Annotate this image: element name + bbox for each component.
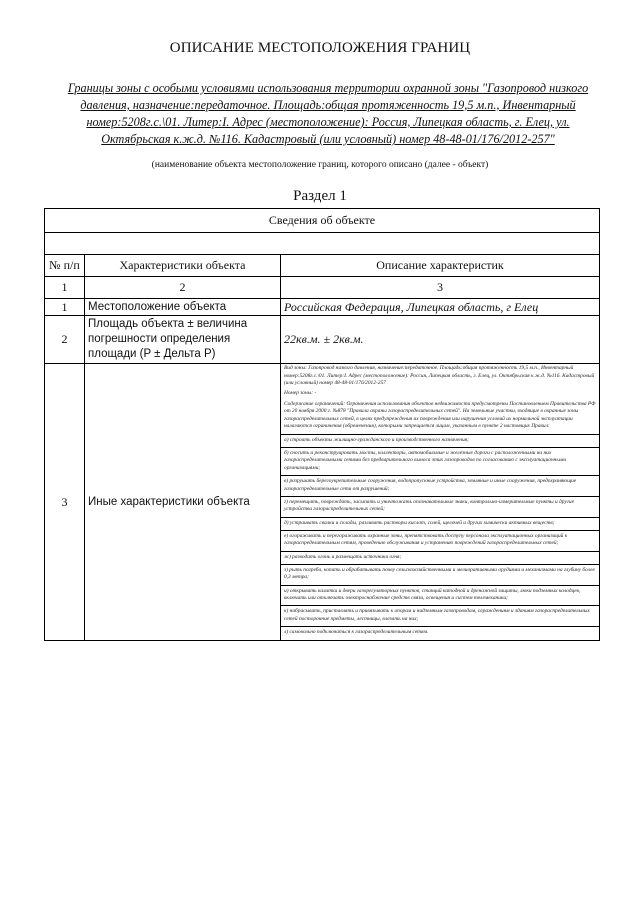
column-number-1: 1	[45, 277, 85, 299]
column-header-description: Описание характеристик	[281, 255, 600, 277]
column-number-2: 2	[85, 277, 281, 299]
detail-item-l: л) самовольно подключаться к газораспределительным сетям.	[281, 626, 599, 637]
detail-item-v: в) разрушать берегоукрепительные сооружения, водопропускные устройства, земляные и иные сооружения, предохраняющие газораспределительные сети от разрушений;	[281, 475, 599, 493]
detail-item-g: г) перемещать, повреждать, засыпать и уничтожать опознавательные знаки, контрольно-измерительные пункты и другие устройства газораспределительных сетей;	[281, 496, 599, 514]
section-title: Раздел 1	[293, 188, 347, 204]
column-header-number: № п/п	[45, 255, 85, 277]
detail-item-zh: ж) разводить огонь и размещать источники огня;	[281, 551, 599, 562]
other-characteristics-cell	[281, 364, 600, 641]
column-header-characteristic: Характеристики объекта	[85, 255, 281, 277]
table-header: Сведения об объекте	[45, 209, 600, 233]
detail-item-i: и) открывать калитки и двери газорегуляторных пунктов, станций катодной и дренажной защиты, люки подземных колодцев, включать или отключать электроснабжение средств связи, освещения и систем телемеханики;	[281, 585, 599, 603]
document-title: ОПИСАНИЕ МЕСТОПОЛОЖЕНИЯ ГРАНИЦ	[169, 40, 471, 56]
detail-item-d: д) устраивать свалки и склады, разливать растворы кислот, солей, щелочей и других химически активных веществ;	[281, 517, 599, 528]
row-characteristic: Площадь объекта ± величина погрешности определения площади (P ± Дельта P)	[85, 316, 281, 364]
detail-zone-number: Номер зоны: -	[284, 390, 317, 397]
row-number: 2	[45, 316, 85, 364]
detail-zone-type: Вид зоны: Газопровод низкого давления, назначение:передаточное. Площадь:общая протяженность 19,5 м.п., Инвентарный номер:5208г.с.\01. Литер:I. Адрес (местоположение): Россия, Липецкая область, г. Елец, ул. Октябрьская к.ж.д. №116. Кадастровый (или условный) номер 48-48-01/176/2012-257	[284, 365, 595, 387]
object-subject: Границы зоны с особыми условиями использования территории охранной зоны "Газопровод низкого давления, назначение:передаточное. Площадь:общая протяженность 19,5 м.п., Инвентарный номер:5208г.с.\01. Литер:I. Адрес (местоположение): Россия, Липецкая область, г. Елец, ул. Октябрьская к.ж.д. №116. Кадастровый (или условный) номер 48-48-01/176/2012-257"	[67, 81, 589, 146]
detail-item-b: б) сносить и реконструировать мосты, коллекторы, автомобильные и железные дороги с расположенными на них газораспределительными сетями без предварительного выноса этих газопроводов по согласованию с эксплуатационными организациями;	[281, 447, 599, 473]
object-info-table	[44, 208, 600, 641]
detail-item-a: а) строить объекты жилищно-гражданского и производственного назначения;	[281, 434, 599, 445]
row-number: 3	[45, 364, 85, 641]
detail-item-k: к) набрасывать, приставлять и привязывать к опорам и надземным газопроводам, ограждениям и зданиям газораспределительных сетей посторонние предметы, лестницы, влезать на них;	[281, 605, 599, 623]
detail-restrictions: Содержание ограничений: Ограничения использования объектов недвижимости предусмотрены Постановлением Правительства РФ от 20 ноября 2000 г. №878 "Правила охраны газораспределительных сетей". На земельные участки, входящие в охранные зоны газораспределительных сетей, в целях предупреждения их повреждения или нарушения условий их нормальной эксплуатации налагаются ограничения (обременения), которыми запрещается лицам, указанным в пункте 2 настоящих Правил:	[284, 400, 596, 430]
subject-caption: (наименование объекта местоположение границ, которого описано (далее - объект)	[151, 160, 489, 170]
row-characteristic: Иные характеристики объекта	[85, 364, 281, 641]
row-characteristic: Местоположение объекта	[85, 299, 281, 316]
detail-item-e: е) огораживать и перегораживать охранные зоны, препятствовать доступу персонала эксплуатационных организаций к газораспределительным сетям, проведению обслуживания и устранению повреждений газораспределительных сетей;	[281, 530, 599, 548]
row-value: 22кв.м. ± 2кв.м.	[281, 316, 600, 364]
row-value: Российская Федерация, Липецкая область, г Елец	[281, 299, 600, 316]
row-number: 1	[45, 299, 85, 316]
table-blank-row	[45, 233, 600, 255]
column-number-3: 3	[281, 277, 600, 299]
detail-item-z: з) рыть погреба, копать и обрабатывать почву сельскохозяйственными и мелиоративными орудиями и механизмами на глубину более 0,3 метра;	[281, 564, 599, 582]
